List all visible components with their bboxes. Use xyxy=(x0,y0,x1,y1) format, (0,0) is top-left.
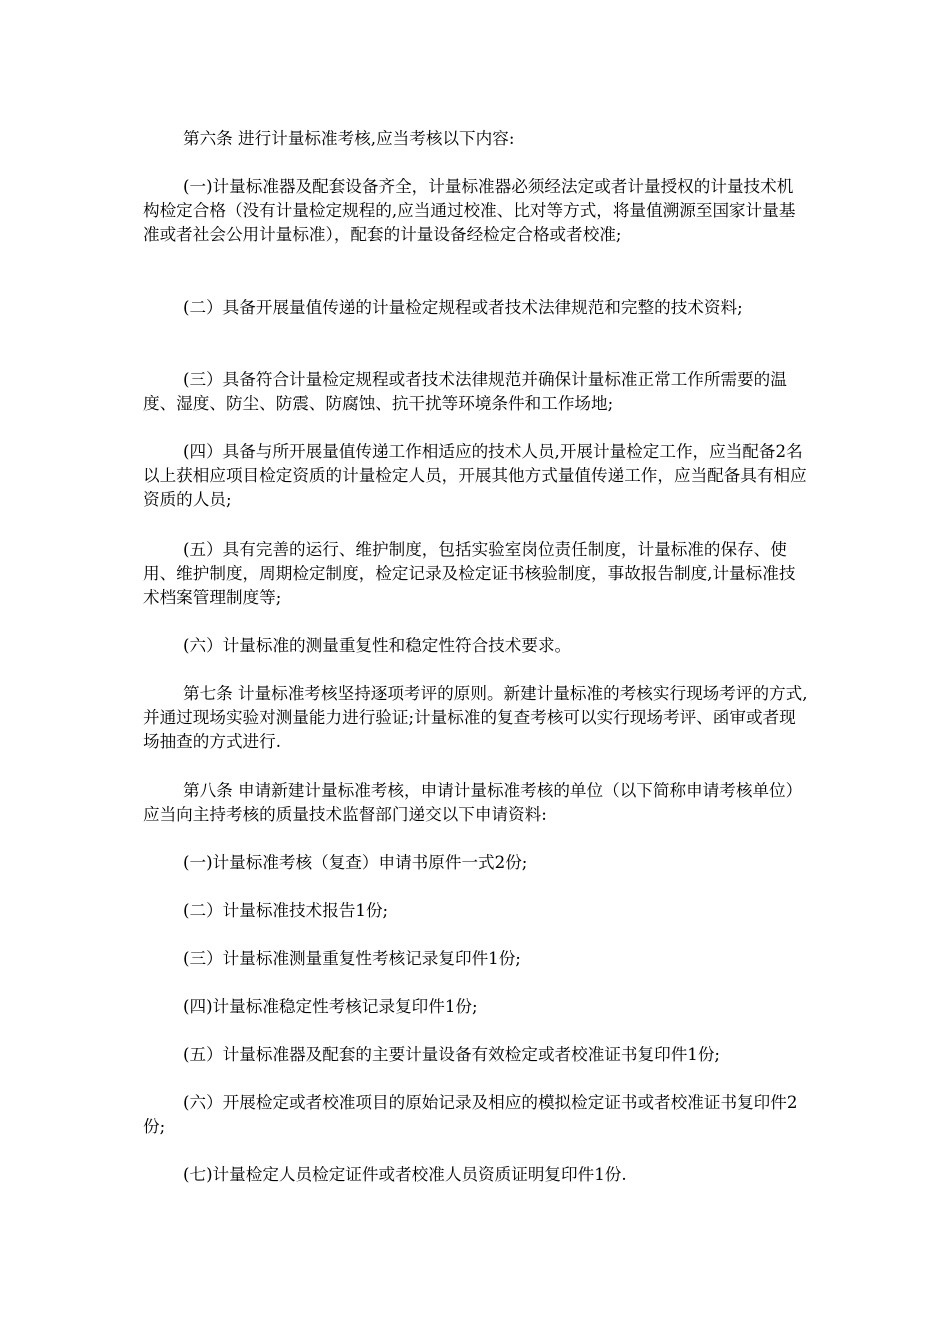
article-8-item-3: (三）计量标准测量重复性考核记录复印件1份; xyxy=(183,949,521,968)
article-6-heading: 第六条 进行计量标准考核,应当考核以下内容: xyxy=(183,129,515,148)
article-8-item-1: (一)计量标准考核（复查）申请书原件一式2份; xyxy=(183,853,528,872)
article-8-item-6: (六）开展检定或者校准项目的原始记录及相应的模拟检定证书或者校准证书复印件2份; xyxy=(143,1093,798,1136)
article-8-item-2: (二）计量标准技术报告1份; xyxy=(183,901,389,920)
article-6-item-6: (六）计量标准的测量重复性和稳定性符合技术要求。 xyxy=(183,636,572,655)
article-6-item-4: (四）具备与所开展量值传递工作相适应的技术人员,开展计量检定工作，应当配备2名以上获相应项目检定资质的计量检定人员，开展其他方式量值传递工作，应当配备具有相应资质的人员; xyxy=(143,442,807,509)
article-8-item-5: (五）计量标准器及配套的主要计量设备有效检定或者校准证书复印件1份; xyxy=(183,1045,721,1064)
article-6-item-2: (二）具备开展量值传递的计量检定规程或者技术法律规范和完整的技术资料; xyxy=(183,298,743,317)
article-7: 第七条 计量标准考核坚持逐项考评的原则。新建计量标准的考核实行现场考评的方式,并通过现场实验对测量能力进行验证;计量标准的复查考核可以实行现场考评、函审或者现场抽查的方式进行. xyxy=(143,684,808,751)
article-6-item-5: (五）具有完善的运行、维护制度，包括实验室岗位责任制度，计量标准的保存、使用、维护制度，周期检定制度，检定记录及检定证书核验制度，事故报告制度,计量标准技术档案管理制度等; xyxy=(143,540,796,607)
article-6-item-3: (三）具备符合计量检定规程或者技术法律规范并确保计量标准正常工作所需要的温度、湿度、防尘、防震、防腐蚀、抗干扰等环境条件和工作场地; xyxy=(143,370,787,413)
article-8-heading: 第八条 申请新建计量标准考核，申请计量标准考核的单位（以下简称申请考核单位）应当向主持考核的质量技术监督部门递交以下申请资料: xyxy=(143,781,803,824)
article-8-item-7: (七)计量检定人员检定证件或者校准人员资质证明复印件1份. xyxy=(183,1165,627,1184)
article-8-item-4: (四)计量标准稳定性考核记录复印件1份; xyxy=(183,997,478,1016)
article-6-item-1: (一)计量标准器及配套设备齐全，计量标准器必须经法定或者计量授权的计量技术机构检定合格（没有计量检定规程的,应当通过校准、比对等方式，将量值溯源至国家计量基准或者社会公用计量标准），配套的计量设备经检定合格或者校准; xyxy=(143,177,796,244)
